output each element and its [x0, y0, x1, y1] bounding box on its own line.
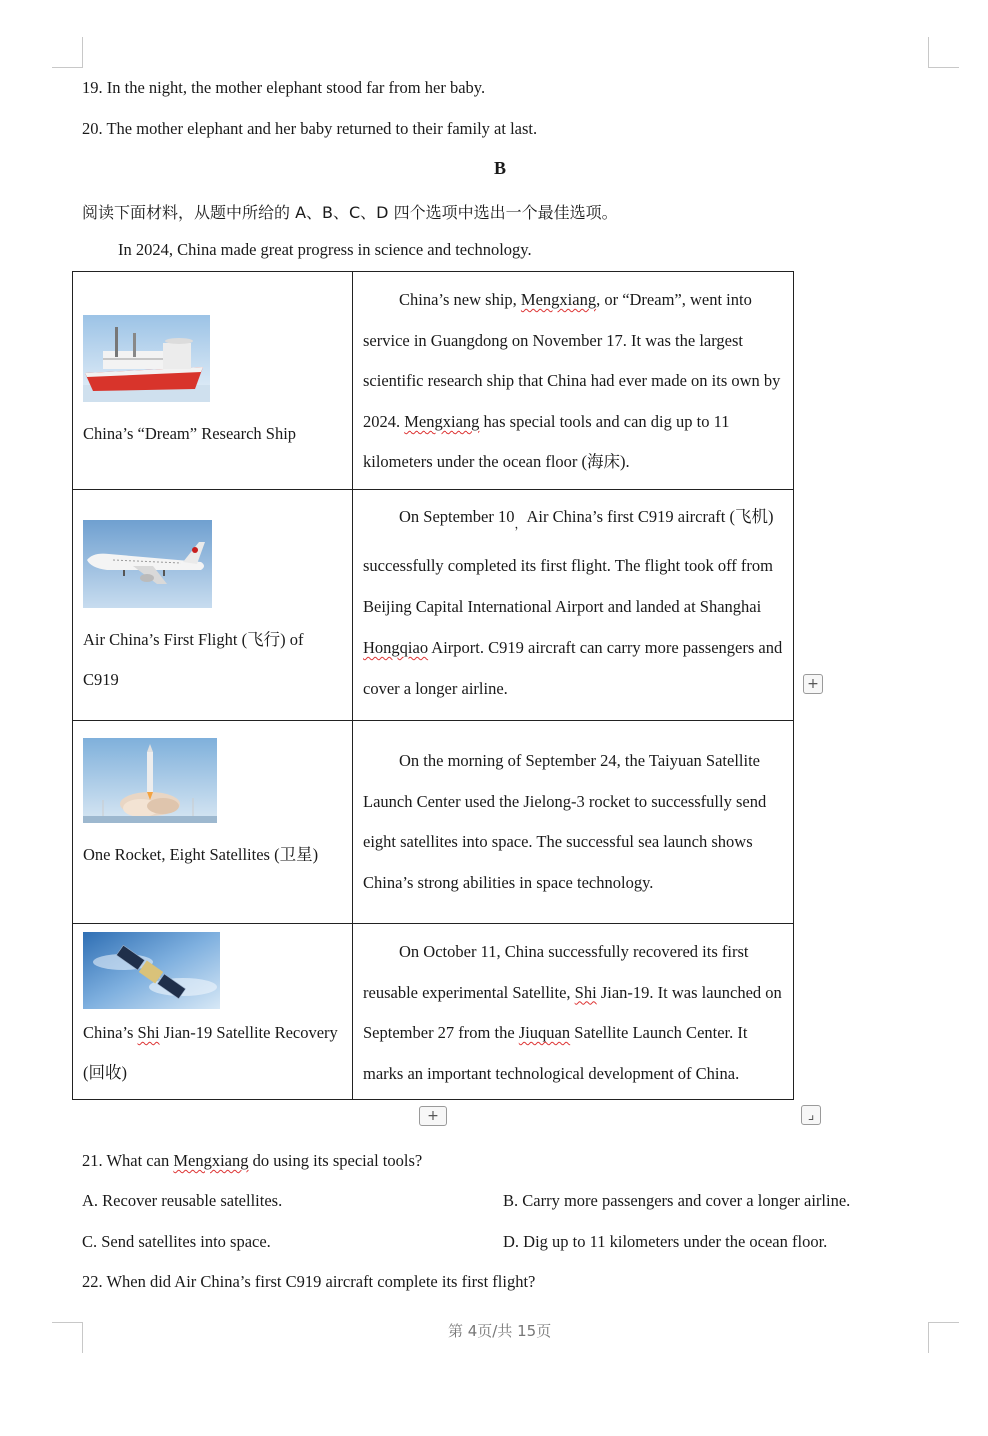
caption-text: Jian-19 Satellite Recovery (回收) — [83, 1023, 338, 1082]
crop-mark-bottom-right — [928, 1322, 959, 1353]
row-body — [363, 721, 783, 903]
page-number: 第 4页/共 15页 — [448, 1322, 552, 1340]
body-text: On September 10 — [399, 507, 515, 526]
crop-mark-top-right — [928, 37, 959, 68]
instruction-text: 阅读下面材料，从题中所给的 A、B、C、D 四个选项中选出一个最佳选项。 — [82, 203, 618, 222]
table-cell-caption — [73, 490, 353, 721]
add-row-button[interactable]: + — [419, 1106, 447, 1126]
news-table — [72, 271, 794, 1100]
stem-text: 21. What can — [82, 1151, 174, 1170]
question-19: 19. In the night, the mother elephant stood far from her baby. — [82, 78, 486, 97]
body-text: Jian-19. It was launched on September 27 from the — [363, 982, 782, 1043]
table-cell-body — [353, 490, 794, 721]
table-cell-caption — [73, 272, 353, 490]
row-caption: Air China’s First Flight (飞行) of C919 — [83, 630, 304, 689]
row-body — [363, 490, 783, 709]
rocket-launch-photo — [83, 738, 217, 823]
section-heading: B — [494, 158, 507, 178]
row-caption: One Rocket, Eight Satellites (卫星) — [83, 845, 319, 864]
research-ship-photo — [83, 315, 210, 402]
passage-intro: In 2024, China made great progress in science and technology. — [118, 240, 532, 259]
spellcheck-word: Mengxiang — [404, 411, 480, 431]
stem-text: do using its special tools? — [248, 1151, 423, 1170]
row-caption — [83, 1013, 342, 1093]
option-b: B. Carry more passengers and cover a longer airline. — [503, 1191, 851, 1210]
body-text: Air China’s first C919 aircraft (飞机) successfully completed its first flight. The flight took off from Beijing Capital International Airport and landed at Shanghai — [363, 507, 774, 616]
table-row — [73, 924, 794, 1100]
table-row — [73, 721, 794, 924]
crop-mark-top-left — [52, 37, 83, 68]
body-text: has special tools and can dig up to 11 kilometers under the ocean floor (海床). — [363, 411, 730, 472]
table-cell-caption — [73, 924, 353, 1100]
question-22: 22. When did Air China’s first C919 aircraft complete its first flight? — [82, 1272, 536, 1291]
table-row — [73, 272, 794, 490]
page-footer — [448, 1320, 551, 1341]
spellcheck-word: Mengxiang — [520, 290, 597, 309]
option-d: D. Dig up to 11 kilometers under the ocean floor. — [503, 1232, 828, 1251]
table-cell-body — [353, 721, 794, 924]
question-20: 20. The mother elephant and her baby returned to their family at last. — [82, 119, 538, 138]
row-caption: China’s “Dream” Research Ship — [83, 424, 297, 443]
table-resize-handle[interactable]: ⌟ — [801, 1105, 821, 1125]
caption-text: China’s — [83, 1023, 138, 1042]
table-cell-caption — [73, 721, 353, 924]
add-column-button[interactable]: + — [803, 674, 823, 694]
option-c: C. Send satellites into space. — [82, 1232, 271, 1251]
body-text: Airport. C919 aircraft can carry more passengers and cover a longer airline. — [363, 638, 783, 698]
table-row — [73, 490, 794, 721]
spellcheck-word: Shi — [574, 982, 597, 1002]
body-text: ， — [514, 517, 527, 531]
spellcheck-word: Mengxiang — [173, 1151, 249, 1170]
body-text: On October 11, China successfully recovered its first reusable experimental Satellite, — [363, 942, 749, 1002]
body-text: Satellite Launch Center. It marks an important technological development of China. — [363, 1023, 748, 1083]
satellite-photo — [83, 932, 220, 1009]
table-cell-body — [353, 272, 794, 490]
spellcheck-word: Hongqiao — [363, 638, 429, 657]
body-text: On the morning of September 24, the Taiyuan Satellite Launch Center used the Jielong-3 rocket to successfully send eight satellites into space. The successful sea launch shows China’s strong abilities in space technology. — [363, 751, 767, 892]
spellcheck-word: Shi — [137, 1023, 160, 1042]
table-cell-body — [353, 924, 794, 1100]
body-text: , or “Dream”, went into service in Guangdong on November 17. It was the largest scientific research ship that China had ever made on its own by 2024. — [363, 290, 781, 431]
spellcheck-word: Jiuquan — [518, 1023, 571, 1043]
question-21-stem — [82, 1151, 422, 1171]
crop-mark-bottom-left — [52, 1322, 83, 1353]
airplane-photo — [83, 520, 212, 608]
body-text: China’s new ship, — [399, 290, 521, 309]
option-a: A. Recover reusable satellites. — [82, 1191, 283, 1210]
row-body — [363, 272, 783, 483]
row-body — [363, 924, 783, 1094]
